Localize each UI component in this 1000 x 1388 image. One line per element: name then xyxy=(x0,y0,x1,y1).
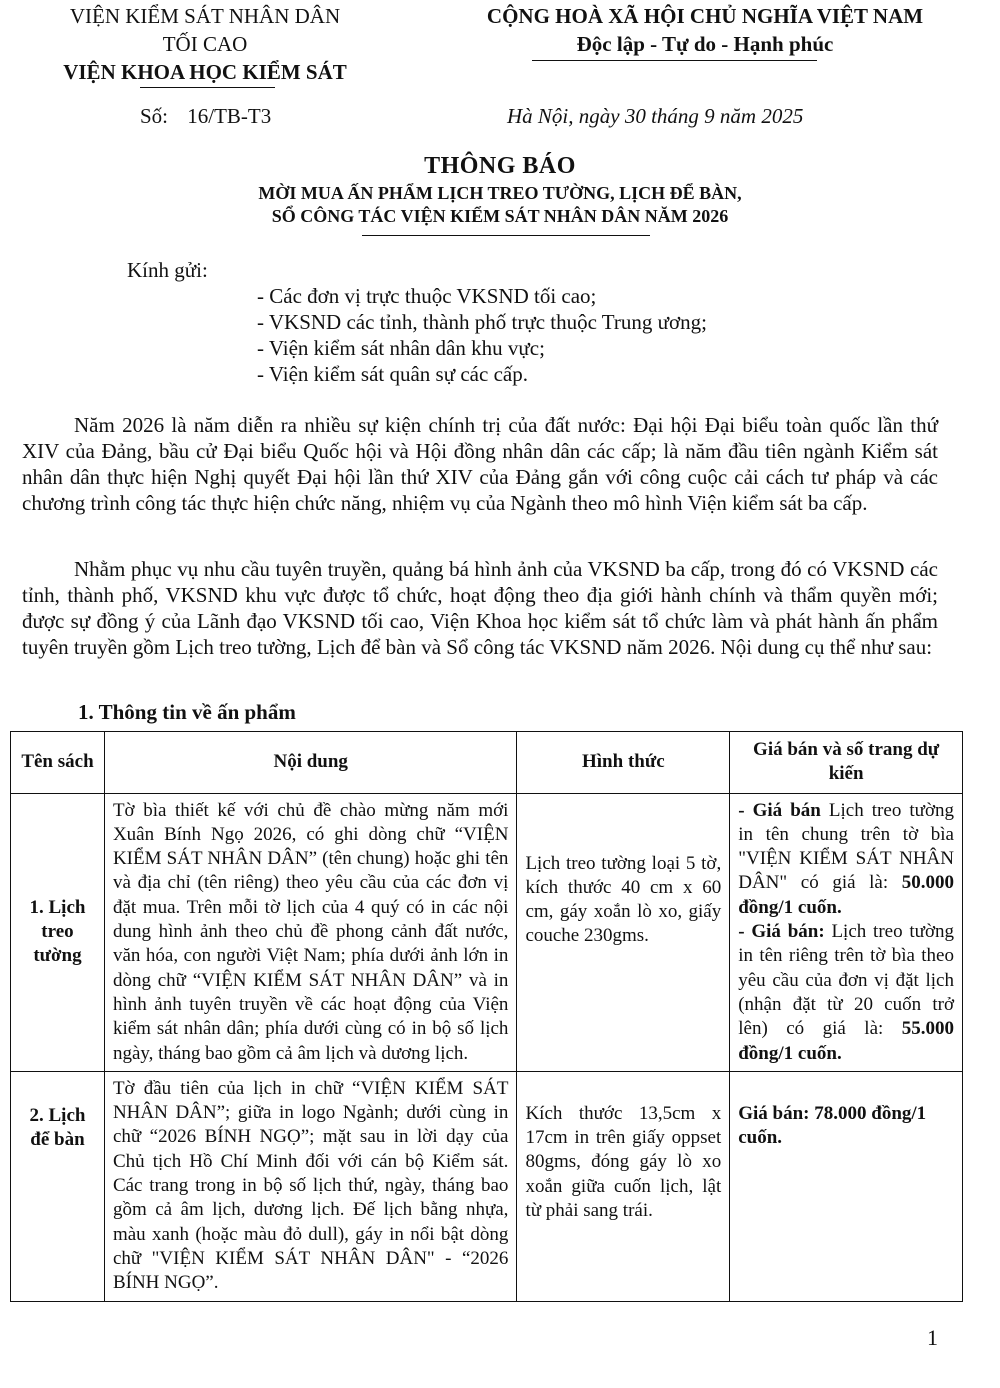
recipient-item: - VKSND các tỉnh, thành phố trực thuộc Trung ương; xyxy=(257,310,707,334)
table-row xyxy=(11,1071,963,1301)
price-value: 50.000 đồng/1 cuốn. xyxy=(738,872,954,918)
price-text: Lịch treo tường in tên riêng trên tờ bìa theo yêu cầu của đơn vị đặt lịch (nhận đặt từ 20 cuốn trở lên) có giá là: xyxy=(738,921,954,1040)
body-paragraph-1 xyxy=(22,412,938,516)
price-text: Lịch treo tường in tên chung trên tờ bìa "VIỆN KIỂM SÁT NHÂN DÂN" có giá là: xyxy=(738,799,954,894)
issuing-agency xyxy=(30,2,380,86)
agency-line-2: TỐI CAO xyxy=(162,32,248,56)
nation-title: CỘNG HOÀ XÃ HỘI CHỦ NGHĨA VIỆT NAM xyxy=(486,4,924,28)
document-reference xyxy=(140,104,271,129)
ref-prefix: Số: xyxy=(140,104,169,128)
row-content: Tờ đầu tiên của lịch in chữ “VIỆN KIỂM SÁT NHÂN DÂN”; giữa in logo Ngành; dưới cùng in chữ “2026 BÍNH NGỌ”; mặt sau in lời dạy của Chủ tịch Hồ Chí Minh đối với cán bộ Kiểm sát. Các trang trong in bộ số lịch thứ, ngày, tháng bao gồm cả âm lịch, dương lịch. Đế lịch bằng nhựa, màu xanh (hoặc màu đỏ dull), gáy in nổi bật dòng chữ "VIỆN KIỂM SÁT NHÂN DÂN" - “2026 BÍNH NGỌ”. xyxy=(104,1071,516,1301)
row-name: 1. Lịch treo tường xyxy=(11,793,105,1071)
national-heading xyxy=(415,2,995,58)
recipients-label: Kính gửi: xyxy=(127,258,208,282)
paragraph-text: Năm 2026 là năm diễn ra nhiều sự kiện chính trị của đất nước: Đại hội Đại biểu toàn quốc lần thứ XIV của Đảng, bầu cử Đại biểu Quốc hội và Hội đồng nhân dân các cấp; là năm đầu tiên ngành Kiểm sát nhân dân thực hiện Nghị quyết Đại hội lần thứ XIV của Đảng gắn với công cuộc cải cách tư pháp và các chương trình công tác thực hiện chức năng, nhiệm vụ của Ngành theo mô hình Viện kiểm sát ba cấp. xyxy=(22,413,938,515)
agency-line-1: VIỆN KIỂM SÁT NHÂN DÂN xyxy=(69,4,341,28)
recipient-item: - Các đơn vị trực thuộc VKSND tối cao; xyxy=(257,284,597,308)
table-row xyxy=(11,793,963,1071)
row-form: Kích thước 13,5cm x 17cm in trên giấy oppset 80gms, đóng gáy lò xo xoắn giữa cuốn lịch, lật từ phải sang trái. xyxy=(517,1071,730,1301)
agency-line-3: VIỆN KHOA HỌC KIỂM SÁT xyxy=(63,60,347,84)
section-heading-1: 1. Thông tin về ấn phẩm xyxy=(78,700,296,724)
recipient-item: - Viện kiểm sát quân sự các cấp. xyxy=(257,362,528,386)
row-price: Giá bán: 78.000 đồng/1 cuốn. xyxy=(730,1071,963,1301)
row-form: Lịch treo tường loại 5 tờ, kích thước 40 cm x 60 cm, gáy xoắn lò xo, giấy couche 230gms. xyxy=(517,793,730,1071)
row-name: 2. Lịch để bàn xyxy=(11,1071,105,1301)
page-number: 1 xyxy=(927,1325,938,1350)
header-ten-sach: Tên sách xyxy=(11,732,105,794)
header-noi-dung: Nội dung xyxy=(104,732,516,794)
publication-table xyxy=(10,731,963,1302)
row-price xyxy=(730,793,963,1071)
national-motto: Độc lập - Tự do - Hạnh phúc xyxy=(576,32,834,56)
document-subtitle-2: SỔ CÔNG TÁC VIỆN KIỂM SÁT NHÂN DÂN NĂM 2026 xyxy=(271,206,729,226)
motto-underline xyxy=(532,60,817,61)
price-value: 55.000 đồng/1 cuốn. xyxy=(738,1018,954,1064)
title-underline xyxy=(362,235,650,236)
document-subtitle-1: MỜI MUA ẤN PHẨM LỊCH TREO TƯỜNG, LỊCH ĐỂ BÀN, xyxy=(258,183,742,203)
header-gia-ban: Giá bán và số trang dự kiến xyxy=(730,732,963,794)
body-paragraph-2 xyxy=(22,556,938,660)
agency-underline xyxy=(140,87,275,88)
table-header-row xyxy=(11,732,963,794)
header-hinh-thuc: Hình thức xyxy=(517,732,730,794)
price-label: - Giá bán: xyxy=(738,921,825,943)
ref-number: 16 xyxy=(187,104,209,128)
recipient-item: - Viện kiểm sát nhân dân khu vực; xyxy=(257,336,545,360)
paragraph-text: Nhằm phục vụ nhu cầu tuyên truyền, quảng bá hình ảnh của VKSND ba cấp, trong đó có VKSND các tỉnh, thành phố, VKSND khu vực được tổ chức, hoạt động theo địa giới hành chính và thẩm quyền mới; được sự đồng ý của Lãnh đạo VKSND tối cao, Viện Khoa học kiểm sát tổ chức làm và phát hành ấn phẩm tuyên truyền gồm Lịch treo tường, Lịch để bàn và Sổ công tác VKSND năm 2026. Nội dung cụ thể như sau: xyxy=(22,557,938,659)
place-date: Hà Nội, ngày 30 tháng 9 năm 2025 xyxy=(507,104,804,128)
document-title: THÔNG BÁO xyxy=(424,153,576,179)
ref-suffix: /TB-T3 xyxy=(208,104,272,128)
price-label: - Giá bán xyxy=(738,799,821,821)
row-content: Tờ bìa thiết kế với chủ đề chào mừng năm mới Xuân Bính Ngọ 2026, có ghi dòng chữ “VIỆN KIỂM SÁT NHÂN DÂN” (tên chung) hoặc ghi tên và địa chỉ (tên riêng) theo yêu cầu của các đơn vị đặt mua. Trên mỗi tờ lịch của 4 quý có in các nội dung hình ảnh theo chủ đề phong cảnh đất nước, văn hóa, con người Việt Nam; phía dưới ảnh lớn in dòng chữ “VIỆN KIỂM SÁT NHÂN DÂN” và in hình ảnh tuyên truyền về các hoạt động của Viện kiểm sát nhân dân; phía dưới cùng có in bộ số lịch ngày, tháng bao gồm cả âm lịch và dương lịch. xyxy=(104,793,516,1071)
